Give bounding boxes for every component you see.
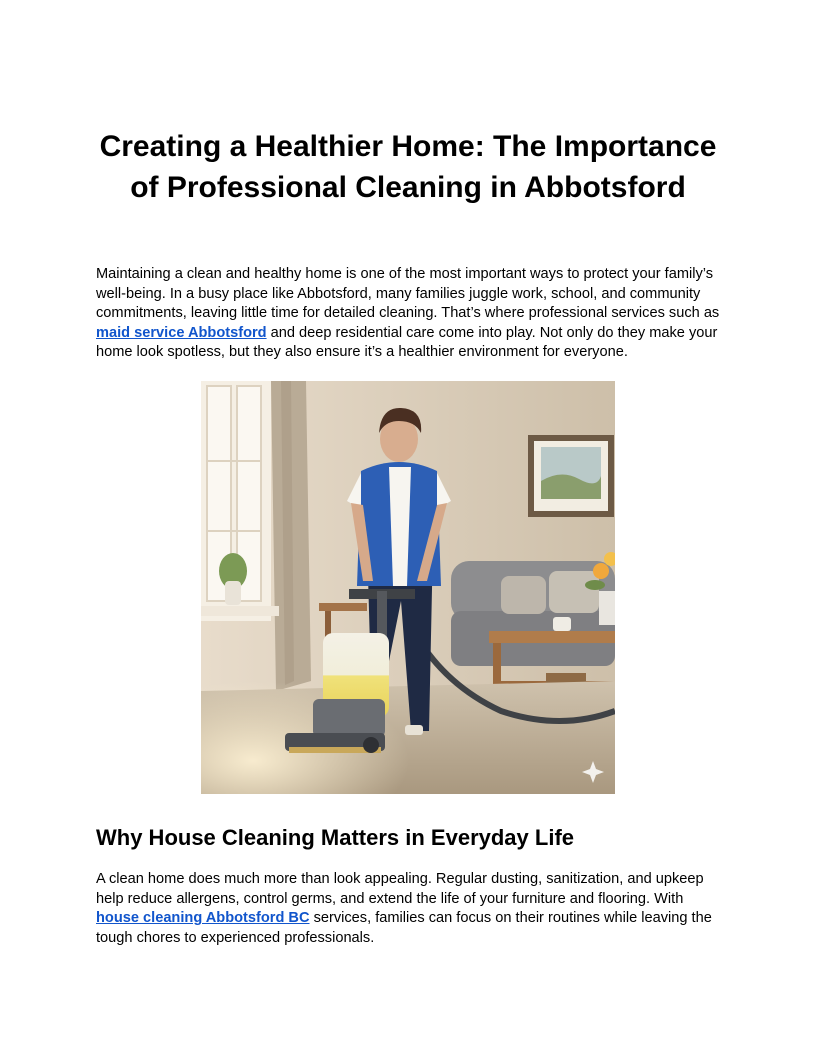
page-title: Creating a Healthier Home: The Importance of Professional Cleaning in Abbotsford bbox=[99, 130, 717, 204]
intro-text-start: Maintaining a clean and healthy home is one of the most important ways to protect your family’s well-being. In a busy place like Abbotsford, many families juggle work, school, and community commitments, leaving little time for detailed cleaning. That’s where professional services such as bbox=[96, 266, 720, 322]
intro-paragraph bbox=[96, 265, 720, 363]
section-heading: Why House Cleaning Matters in Everyday Life bbox=[96, 825, 575, 850]
section-text-start: A clean home does much more than look appealing. Regular dusting, sanitization, and upkeep help reduce allergens, control germs, and extend the life of your furniture and flooring. With bbox=[96, 871, 704, 907]
maid-service-link[interactable]: maid service Abbotsford bbox=[96, 324, 267, 341]
intro-text-end: and deep residential care come into play. Not only do they make your home look spotless, but they also ensure it’s a healthier environment for everyone. bbox=[96, 324, 718, 361]
section-text-end: services, families can focus on their routines while leaving the tough chores to experienced professionals. bbox=[96, 910, 712, 946]
house-cleaning-link[interactable]: house cleaning Abbotsford BC bbox=[96, 910, 310, 927]
section-paragraph bbox=[96, 870, 720, 948]
cleaning-photo bbox=[201, 381, 615, 794]
